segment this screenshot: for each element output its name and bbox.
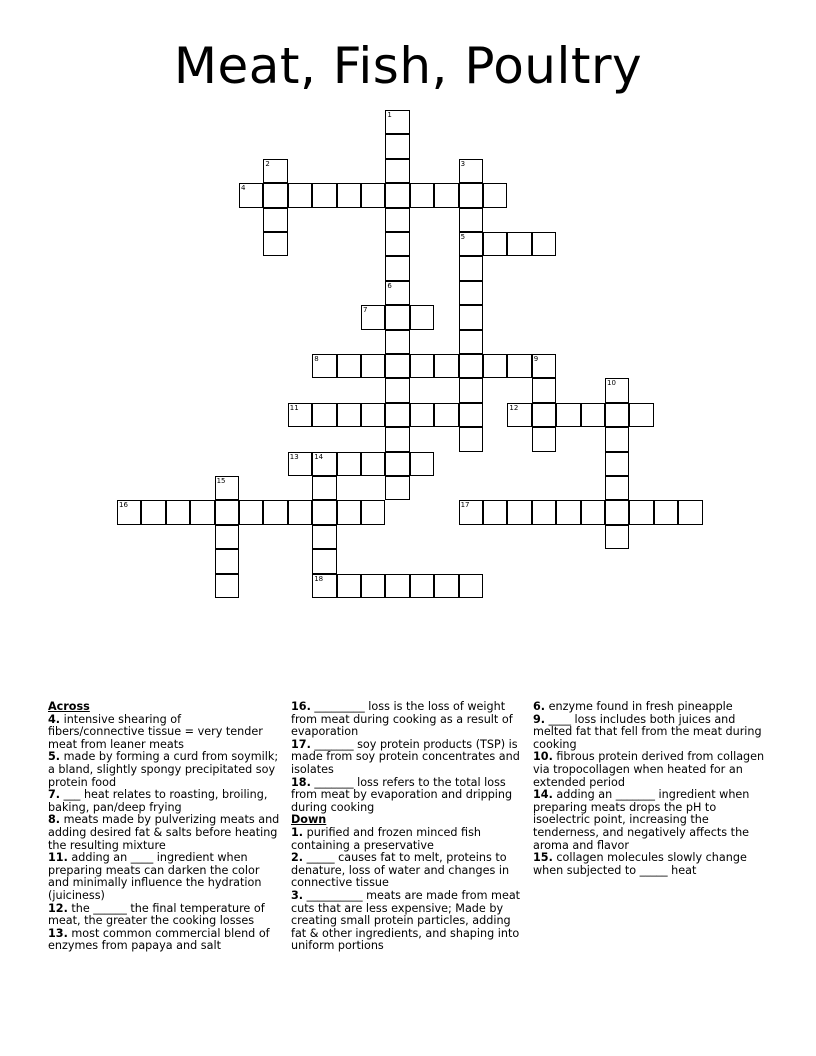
- clue-across-13[interactable]: 13. most common commercial blend of enzymes from papaya and salt: [48, 926, 270, 953]
- grid-cell[interactable]: [385, 281, 409, 305]
- grid-cell[interactable]: [459, 378, 483, 402]
- clue-number: 8: [314, 355, 319, 363]
- grid-cell[interactable]: [434, 403, 458, 427]
- grid-cell[interactable]: [410, 452, 434, 476]
- grid-cell[interactable]: [483, 183, 507, 207]
- grid-cell[interactable]: [654, 500, 678, 524]
- grid-cell[interactable]: [312, 183, 336, 207]
- clue-down-2[interactable]: 2. _____ causes fat to melt, proteins to denature, loss of water and changes in connective tissue: [291, 851, 510, 890]
- clue-across-7[interactable]: 7. ___ heat relates to roasting, broiling, baking, pan/deep frying: [48, 788, 268, 814]
- grid-cell[interactable]: [629, 500, 653, 524]
- clue-number: 16: [119, 501, 128, 510]
- grid-cell[interactable]: [434, 354, 458, 378]
- grid-cell[interactable]: [581, 500, 605, 524]
- grid-cell[interactable]: [507, 500, 531, 524]
- clue-number: 17: [460, 501, 470, 510]
- clue-down-9[interactable]: 9. ____ loss includes both juices and melted fat that fell from the meat during cooking: [533, 712, 762, 751]
- grid-cell[interactable]: [385, 476, 409, 500]
- grid-cell[interactable]: [459, 574, 483, 598]
- grid-cell[interactable]: [337, 183, 361, 207]
- grid-cell[interactable]: [385, 110, 409, 134]
- grid-cell[interactable]: [507, 232, 531, 256]
- clue-number: 12: [509, 403, 519, 412]
- grid-cell[interactable]: [532, 403, 556, 427]
- grid-cell[interactable]: [459, 256, 483, 280]
- grid-cell[interactable]: [312, 403, 336, 427]
- across-heading: Across: [48, 700, 90, 713]
- grid-cell[interactable]: [532, 378, 556, 402]
- grid-cell[interactable]: [410, 403, 434, 427]
- grid-cell[interactable]: [385, 305, 409, 329]
- clue-down-10[interactable]: 10. fibrous protein derived from collagen via tropocollagen when heated for an extended period: [533, 750, 765, 789]
- clue-down-3[interactable]: 3. __________ meats are made from meat cuts that are less expensive; Made by creating small protein particles, adding fat & other ingredients, and shaping into uniform portions: [291, 888, 521, 953]
- grid-cell[interactable]: [312, 500, 336, 524]
- clue-across-18[interactable]: 18. _______ loss refers to the total loss from meat by evaporation and dripping during cooking: [291, 775, 513, 814]
- grid-cell[interactable]: [410, 574, 434, 598]
- grid-cell[interactable]: [385, 574, 409, 598]
- grid-cell[interactable]: [629, 403, 653, 427]
- clue-across-16[interactable]: 16. _________ loss is the loss of weight from meat during cooking as a result of evaporation: [291, 700, 513, 739]
- clues-column-3: [533, 701, 765, 877]
- grid-cell[interactable]: [410, 354, 434, 378]
- grid-cell[interactable]: [361, 452, 385, 476]
- grid-cell[interactable]: [459, 330, 483, 354]
- grid-cell[interactable]: [361, 305, 385, 329]
- grid-cell[interactable]: [361, 574, 385, 598]
- grid-cell[interactable]: [337, 500, 361, 524]
- grid-cell[interactable]: [312, 525, 336, 549]
- clue-across-5[interactable]: 5. made by forming a curd from soymilk; a bland, slightly spongy precipitated soy protein food: [48, 750, 279, 789]
- grid-cell[interactable]: [385, 183, 409, 207]
- clue-number: 13: [289, 452, 299, 461]
- grid-cell[interactable]: [459, 183, 483, 207]
- grid-cell[interactable]: [459, 305, 483, 329]
- grid-cell[interactable]: [117, 500, 141, 524]
- grid-cell[interactable]: [459, 232, 483, 256]
- grid-cell[interactable]: [361, 403, 385, 427]
- clue-number: 11: [289, 403, 299, 412]
- grid-cell[interactable]: [385, 134, 409, 158]
- grid-cell[interactable]: [166, 500, 190, 524]
- grid-cell[interactable]: [361, 500, 385, 524]
- clue-number: 15: [216, 477, 226, 485]
- clue-down-14[interactable]: 14. adding an _______ ingredient when preparing meats drops the pH to isoelectric point, increasing the tenderness, and negatively affects the aroma and flavor: [533, 788, 750, 852]
- grid-cell[interactable]: [459, 281, 483, 305]
- grid-cell[interactable]: [385, 159, 409, 183]
- grid-cell[interactable]: [239, 183, 263, 207]
- grid-cell[interactable]: [190, 500, 214, 524]
- grid-cell[interactable]: [385, 256, 409, 280]
- grid-cell[interactable]: [312, 452, 336, 476]
- clue-across-12[interactable]: 12. the ______ the final temperature of meat, the greater the cooking losses: [48, 901, 265, 928]
- grid-cell[interactable]: [507, 354, 531, 378]
- clue-across-4[interactable]: 4. intensive shearing of fibers/connective tissue = very tender meat from leaner meats: [48, 712, 263, 751]
- grid-cell[interactable]: [434, 574, 458, 598]
- grid-cell[interactable]: [410, 183, 434, 207]
- grid-cell[interactable]: [263, 232, 287, 256]
- grid-cell[interactable]: [483, 232, 507, 256]
- clues-column-1: [48, 701, 280, 953]
- grid-cell[interactable]: [288, 403, 312, 427]
- clue-number: 7: [363, 306, 368, 315]
- clue-number: 4: [241, 184, 246, 193]
- grid-cell[interactable]: [483, 500, 507, 524]
- grid-cell[interactable]: [288, 183, 312, 207]
- grid-cell[interactable]: [556, 403, 580, 427]
- grid-cell[interactable]: [532, 500, 556, 524]
- grid-cell[interactable]: [459, 427, 483, 451]
- grid-cell[interactable]: [385, 427, 409, 451]
- grid-cell[interactable]: [337, 354, 361, 378]
- clue-number: 6: [387, 281, 392, 290]
- clue-number: 18: [314, 574, 324, 583]
- clues-column-2: [291, 701, 521, 953]
- grid-cell[interactable]: [141, 500, 165, 524]
- grid-cell[interactable]: [532, 427, 556, 451]
- grid-cell[interactable]: [263, 159, 287, 183]
- clue-number: 2: [265, 159, 270, 168]
- grid-cell[interactable]: [605, 427, 629, 451]
- clue-across-11[interactable]: 11. adding an ____ ingredient when preparing meats can darken the color and minimally influence the hydration (juiciness): [48, 851, 262, 902]
- grid-cell[interactable]: [581, 403, 605, 427]
- grid-cell[interactable]: [215, 476, 239, 500]
- grid-cell[interactable]: [678, 500, 702, 524]
- clue-across-17[interactable]: 17. _______ soy protein products (TSP) is made from soy protein concentrates and isolates: [291, 737, 520, 776]
- grid-cell[interactable]: [263, 500, 287, 524]
- grid-cell[interactable]: [312, 476, 336, 500]
- grid-cell[interactable]: [459, 500, 483, 524]
- grid-cell[interactable]: [361, 354, 385, 378]
- grid-cell[interactable]: [337, 452, 361, 476]
- clue-number: 10: [607, 379, 616, 388]
- grid-cell[interactable]: [312, 354, 336, 378]
- grid-cell[interactable]: [605, 476, 629, 500]
- grid-cell[interactable]: [385, 232, 409, 256]
- grid-cell[interactable]: [312, 574, 336, 598]
- grid-cell[interactable]: [532, 354, 556, 378]
- grid-cell[interactable]: [263, 183, 287, 207]
- grid-cell[interactable]: [605, 378, 629, 402]
- grid-cell[interactable]: [532, 232, 556, 256]
- grid-cell[interactable]: [385, 330, 409, 354]
- grid-cell[interactable]: [288, 452, 312, 476]
- grid-cell[interactable]: [459, 403, 483, 427]
- grid-cell[interactable]: [483, 354, 507, 378]
- grid-cell[interactable]: [215, 500, 239, 524]
- clue-number: 3: [460, 159, 466, 168]
- grid-cell[interactable]: [507, 403, 531, 427]
- grid-cell[interactable]: [385, 452, 409, 476]
- grid-cell[interactable]: [605, 525, 629, 549]
- page-title: Meat, Fish, Poultry: [173, 37, 643, 95]
- grid-cell[interactable]: [459, 208, 483, 232]
- grid-cell[interactable]: [385, 403, 409, 427]
- grid-cell[interactable]: [605, 403, 629, 427]
- grid-cell[interactable]: [263, 208, 287, 232]
- grid-cell[interactable]: [556, 500, 580, 524]
- grid-cell[interactable]: [288, 500, 312, 524]
- clue-down-15[interactable]: 15. collagen molecules slowly change when subjected to _____ heat: [533, 851, 747, 877]
- clue-down-6[interactable]: 6. enzyme found in fresh pineapple: [533, 700, 733, 713]
- clue-number: 5: [460, 233, 466, 241]
- grid-cell[interactable]: [337, 403, 361, 427]
- grid-cell[interactable]: [605, 500, 629, 524]
- clue-number: 1: [387, 111, 392, 119]
- grid-cell[interactable]: [361, 183, 385, 207]
- clue-down-1[interactable]: 1. purified and frozen minced fish containing a preservative: [291, 825, 481, 852]
- clue-across-8[interactable]: 8. meats made by pulverizing meats and adding desired fat & salts before heating the resulting mixture: [48, 813, 280, 852]
- grid-cell[interactable]: [410, 305, 434, 329]
- down-heading: Down: [291, 813, 327, 827]
- clue-number: 9: [533, 355, 539, 363]
- grid-cell[interactable]: [215, 574, 239, 598]
- clue-number: 14: [314, 452, 324, 461]
- grid-cell[interactable]: [434, 183, 458, 207]
- grid-cell[interactable]: [385, 378, 409, 402]
- grid-cell[interactable]: [385, 354, 409, 378]
- grid-cell[interactable]: [312, 549, 336, 573]
- grid-cell[interactable]: [605, 452, 629, 476]
- grid-cell[interactable]: [337, 574, 361, 598]
- grid-cell[interactable]: [385, 208, 409, 232]
- grid-cell[interactable]: [239, 500, 263, 524]
- grid-cell[interactable]: [459, 159, 483, 183]
- grid-cell[interactable]: [215, 549, 239, 573]
- grid-cell[interactable]: [215, 525, 239, 549]
- grid-cell[interactable]: [459, 354, 483, 378]
